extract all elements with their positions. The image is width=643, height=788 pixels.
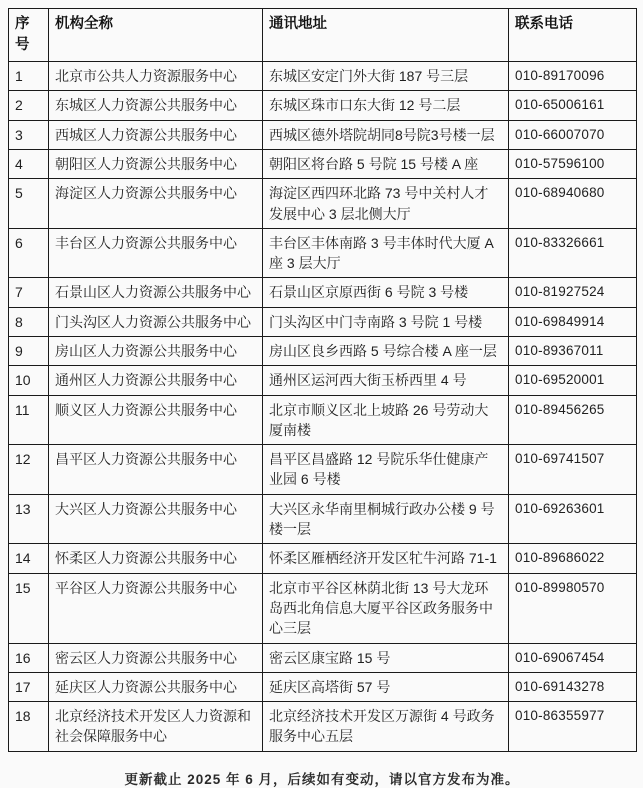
row-number-cell: 11 (9, 395, 49, 445)
service-center-table (8, 8, 637, 752)
row-number-cell: 4 (9, 149, 49, 178)
org-address-cell: 北京经济技术开发区万源街 4 号政务服务中心五层 (263, 702, 509, 752)
table-row (9, 445, 637, 495)
org-phone-cell: 010-69849914 (509, 307, 637, 336)
org-phone-cell: 010-66007070 (509, 120, 637, 149)
table-row (9, 544, 637, 573)
org-phone-cell: 010-89367011 (509, 337, 637, 366)
org-name-cell: 密云区人力资源公共服务中心 (49, 643, 263, 672)
row-number-cell: 12 (9, 445, 49, 495)
row-number-cell: 1 (9, 62, 49, 91)
row-number-cell: 9 (9, 337, 49, 366)
org-name-cell: 朝阳区人力资源公共服务中心 (49, 149, 263, 178)
org-address-cell: 大兴区永华南里桐城行政办公楼 9 号楼一层 (263, 494, 509, 544)
org-address-cell: 通州区运河西大街玉桥西里 4 号 (263, 366, 509, 395)
org-name-cell: 丰台区人力资源公共服务中心 (49, 228, 263, 278)
org-address-cell: 东城区安定门外大街 187 号三层 (263, 62, 509, 91)
org-address-cell: 延庆区高塔街 57 号 (263, 672, 509, 701)
column-header-address: 通讯地址 (263, 9, 509, 62)
row-number-cell: 15 (9, 573, 49, 643)
org-name-cell: 海淀区人力资源公共服务中心 (49, 179, 263, 229)
org-address-cell: 北京市平谷区林荫北街 13 号大龙环岛西北角信息大厦平谷区政务服务中心三层 (263, 573, 509, 643)
row-number-cell: 2 (9, 91, 49, 120)
org-phone-cell: 010-81927524 (509, 278, 637, 307)
org-phone-cell: 010-68940680 (509, 179, 637, 229)
table-row (9, 120, 637, 149)
row-number-cell: 17 (9, 672, 49, 701)
row-number-cell: 3 (9, 120, 49, 149)
org-address-cell: 石景山区京原西街 6 号院 3 号楼 (263, 278, 509, 307)
table-row (9, 62, 637, 91)
table-row (9, 337, 637, 366)
row-number-cell: 6 (9, 228, 49, 278)
table-row (9, 149, 637, 178)
org-address-cell: 房山区良乡西路 5 号综合楼 A 座一层 (263, 337, 509, 366)
org-address-cell: 丰台区丰体南路 3 号丰体时代大厦 A 座 3 层大厅 (263, 228, 509, 278)
org-name-cell: 怀柔区人力资源公共服务中心 (49, 544, 263, 573)
row-number-cell: 8 (9, 307, 49, 336)
org-phone-cell: 010-89980570 (509, 573, 637, 643)
org-name-cell: 北京经济技术开发区人力资源和社会保障服务中心 (49, 702, 263, 752)
table-row (9, 366, 637, 395)
row-number-cell: 14 (9, 544, 49, 573)
org-name-cell: 东城区人力资源公共服务中心 (49, 91, 263, 120)
org-address-cell: 东城区珠市口东大街 12 号二层 (263, 91, 509, 120)
table-row (9, 672, 637, 701)
org-phone-cell: 010-89686022 (509, 544, 637, 573)
org-name-cell: 昌平区人力资源公共服务中心 (49, 445, 263, 495)
org-address-cell: 朝阳区将台路 5 号院 15 号楼 A 座 (263, 149, 509, 178)
org-address-cell: 昌平区昌盛路 12 号院乐华仕健康产业园 6 号楼 (263, 445, 509, 495)
table-row (9, 228, 637, 278)
row-number-cell: 5 (9, 179, 49, 229)
table-row (9, 395, 637, 445)
table-row (9, 702, 637, 752)
org-address-cell: 门头沟区中门寺南路 3 号院 1 号楼 (263, 307, 509, 336)
update-note: 更新截止 2025 年 6 月，后续如有变动，请以官方发布为准。 (124, 771, 520, 787)
table-row (9, 307, 637, 336)
column-header-no: 序号 (9, 9, 49, 62)
org-address-cell: 密云区康宝路 15 号 (263, 643, 509, 672)
org-phone-cell: 010-89456265 (509, 395, 637, 445)
org-name-cell: 房山区人力资源公共服务中心 (49, 337, 263, 366)
org-name-cell: 石景山区人力资源公共服务中心 (49, 278, 263, 307)
row-number-cell: 16 (9, 643, 49, 672)
org-phone-cell: 010-83326661 (509, 228, 637, 278)
org-name-cell: 北京市公共人力资源服务中心 (49, 62, 263, 91)
table-row (9, 278, 637, 307)
table-header-row (9, 9, 637, 62)
row-number-cell: 18 (9, 702, 49, 752)
org-phone-cell: 010-69741507 (509, 445, 637, 495)
org-address-cell: 西城区德外塔院胡同8号院3号楼一层 (263, 120, 509, 149)
org-phone-cell: 010-69520001 (509, 366, 637, 395)
column-header-phone: 联系电话 (509, 9, 637, 62)
org-name-cell: 大兴区人力资源公共服务中心 (49, 494, 263, 544)
table-row (9, 179, 637, 229)
table-row (9, 573, 637, 643)
org-phone-cell: 010-57596100 (509, 149, 637, 178)
org-phone-cell: 010-69263601 (509, 494, 637, 544)
table-row (9, 494, 637, 544)
row-number-cell: 10 (9, 366, 49, 395)
org-address-cell: 海淀区西四环北路 73 号中关村人才发展中心 3 层北侧大厅 (263, 179, 509, 229)
org-name-cell: 平谷区人力资源公共服务中心 (49, 573, 263, 643)
org-name-cell: 延庆区人力资源公共服务中心 (49, 672, 263, 701)
org-name-cell: 顺义区人力资源公共服务中心 (49, 395, 263, 445)
org-name-cell: 门头沟区人力资源公共服务中心 (49, 307, 263, 336)
column-header-name: 机构全称 (49, 9, 263, 62)
org-name-cell: 西城区人力资源公共服务中心 (49, 120, 263, 149)
org-phone-cell: 010-89170096 (509, 62, 637, 91)
table-row (9, 91, 637, 120)
org-phone-cell: 010-69143278 (509, 672, 637, 701)
org-phone-cell: 010-69067454 (509, 643, 637, 672)
org-name-cell: 通州区人力资源公共服务中心 (49, 366, 263, 395)
org-phone-cell: 010-65006161 (509, 91, 637, 120)
row-number-cell: 7 (9, 278, 49, 307)
org-phone-cell: 010-86355977 (509, 702, 637, 752)
row-number-cell: 13 (9, 494, 49, 544)
org-address-cell: 北京市顺义区北上坡路 26 号劳动大厦南楼 (263, 395, 509, 445)
table-body (9, 62, 637, 752)
table-row (9, 643, 637, 672)
org-address-cell: 怀柔区雁栖经济开发区牤牛河路 71-1 (263, 544, 509, 573)
